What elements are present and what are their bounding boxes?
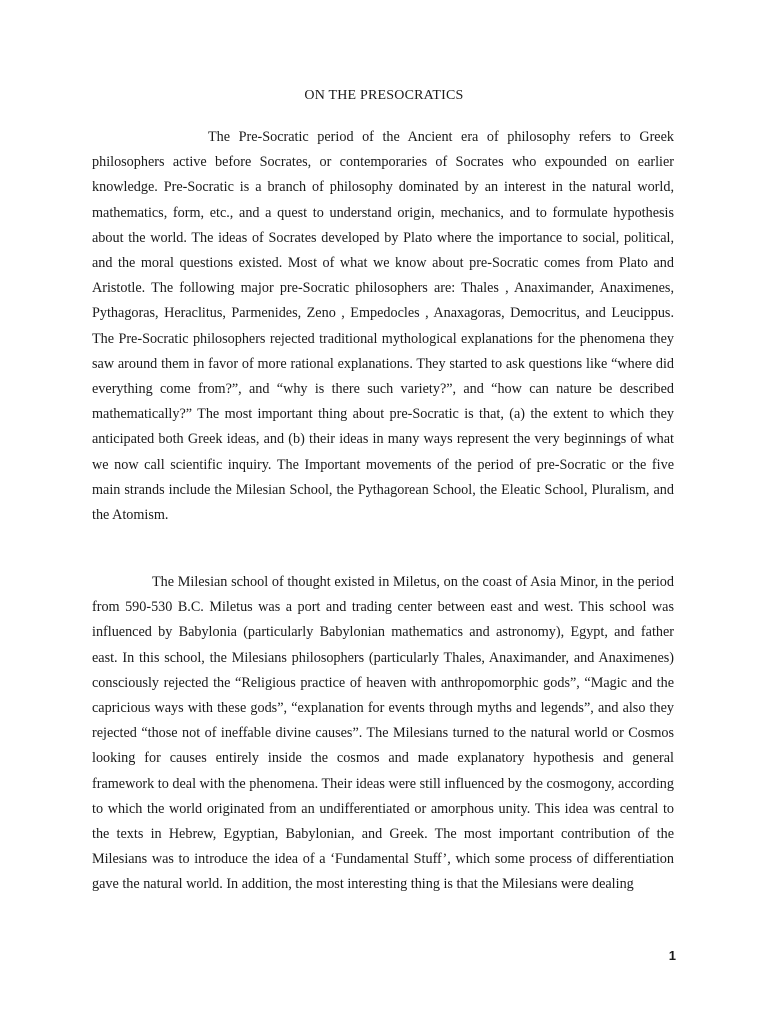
paragraph-milesian-school: The Milesian school of thought existed in Miletus, on the coast of Asia Minor, in the period from 590-530 B.C. Miletus was a port and trading center between east and west. This school was influenced by Babylonia (particularly Babylonian mathematics and astronomy), Egypt, and father east. In this school, the Milesians philosophers (particularly Thales, Anaximander, and Anaximenes) consciously rejected the “Religious practice of heaven with anthropomorphic gods”, “Magic and the capricious ways with these gods”, “explanation for events through myths and legends”, and also they rejected “those not of ineffable divine causes”. The Milesians turned to the natural world or Cosmos looking for causes entirely inside the cosmos and made explanatory hypothesis and general framework to deal with the phenomena. Their ideas were still influenced by the cosmogony, according to which the world originated from an undifferentiated or amorphous unity. This idea was central to the texts in Hebrew, Egyptian, Babylonian, and Greek. The most important contribution of the Milesians was to introduce the idea of a ‘Fundamental Stuff’, which some process of differentiation gave the natural world. In addition, the most interesting thing is that the Milesians were dealing — [92, 574, 674, 893]
page-number: 1 — [668, 948, 676, 963]
paragraph-presocratic-intro: The Pre-Socratic period of the Ancient era of philosophy refers to Greek philosophers active before Socrates, or contemporaries of Socrates who expounded on earlier knowledge. Pre-Socratic is a branch of philosophy dominated by an interest in the natural world, mathematics, form, etc., and a quest to understand origin, mechanics, and to formulate hypothesis about the world. The ideas of Socrates developed by Plato where the importance to social, political, and the moral questions existed. Most of what we know about pre-Socratic comes from Plato and Aristotle. The following major pre-Socratic philosophers are: Thales , Anaximander, Anaximenes, Pythagoras, Heraclitus, Parmenides, Zeno , Empedocles , Anaxagoras, Democritus, and Leucippus. The Pre-Socratic philosophers rejected traditional mythological explanations for the phenomena they saw around them in favor of more rational explanations. They started to ask questions like “where did everything come from?”, and “why is there such variety?”, and “how can nature be described mathematically?” The most important thing about pre-Socratic is that, (a) the extent to which they anticipated both Greek ideas, and (b) their ideas in many ways represent the very beginnings of what we now call scientific inquiry. The Important movements of the period of pre-Socratic or the five main strands include the Milesian School, the Pythagorean School, the Eleatic School, Pluralism, and the Atomism. — [92, 129, 674, 524]
page-title: ON THE PRESOCRATICS — [304, 88, 464, 103]
